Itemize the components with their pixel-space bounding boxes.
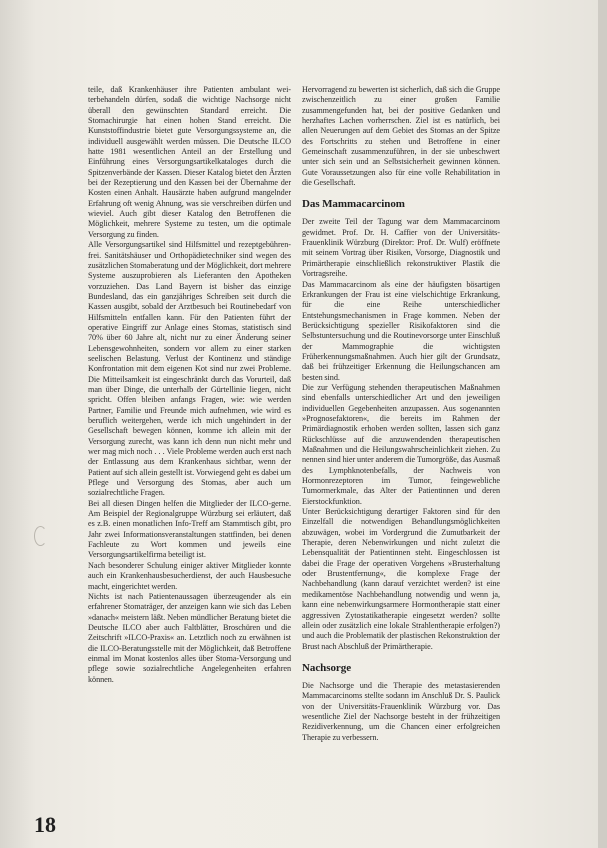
right-paragraph: Der zweite Teil der Tagung war dem Mammacarcinom gewidmet. Prof. Dr. H. Caffier von der Universitäts-Frauenklinik Würzburg (Direktor: Prof. Dr. Wulf) eröffnete mit seinem Vortrag über Risiken, Vorsorge, Diagnostik und Primärtherapie einschließlich rekonstruktiver Plastik die Vortragsreihe. <box>302 217 500 279</box>
left-paragraph: Bei all diesen Dingen helfen die Mitglieder der ILCO-gerne. Am Beispiel der Regionalgruppe Würzburg sei erläutert, daß es z.B. einen monatlichen Info-Treff am Stammtisch gibt, pro Jahr zwei Informationsveranstaltungen stattfinden, bei denen Fachleute zu Wort kommen und jeweils eine Versorgungsartikelfirma beteiligt ist. <box>88 498 291 560</box>
right-paragraph: Das Mammacarcinom als eine der häufigsten bösartigen Erkrankungen der Frau ist eine vielschichtige Erkrankung, für die eine Reihe unterschiedlicher Entstehungsmechanismen in Frage kommen. Neben der Berücksichtigung spezieller Risikofaktoren sind die Selbstuntersuchung und die Routinevorsorge unter Einschluß der Mammographie die wichtigsten Früherkennungsmaßnahmen. Auch hier gilt der Grundsatz, daß bei frühzeitiger Erkennung die Heilungschancen am besten sind. <box>302 279 500 382</box>
left-paragraph: Nach besonderer Schulung einiger aktiver Mitglieder konnte auch ein Krankenhausbesucherdienst, der auch Hausbesuche macht, eingerichtet werden. <box>88 560 291 591</box>
right-column <box>302 85 500 743</box>
right-paragraph: Die zur Verfügung stehenden therapeutischen Maßnahmen sind ebenfalls unterschiedlicher Art und den jeweiligen individuellen Gegebenheiten anzupassen. Aus sogenannten »Prognosefaktoren«, die bereits im Rahmen der Primärdiagnostik erhoben werden sollten, lassen sich ganz Rückschlüsse auf die anzuwendenden therapeutischen Maßnahmen und die Heilungswahrscheinlichkeit ziehen. Zu nennen sind hier unter anderem die Tumorgröße, das Ausmaß des Lymphknotenbefalls, der Nachweis von Hormonrezeptoren im Tumor, feingewebliche Tumormerkmale, das Alter der Patientinnen und deren Eierstockfunktion. <box>302 382 500 506</box>
binding-hole <box>34 526 47 546</box>
section-heading-mammacarcinom: Das Mammacarcinom <box>302 198 405 211</box>
left-paragraph: Alle Versorgungsartikel sind Hilfsmittel und rezeptgebührenfrei. Sanitätshäuser und Orthopädietechniker sind wegen des zusätzlichen Stomaberatung und der Möglichkeit, dort mehrere Systeme auszuprobieren als Lieferanten den Apotheken vorzuziehen. Das Land Bayern ist bisher das einzige Bundesland, das ein ganzjähriges Schreiben seit durch die Kassen ausgibt, sobald der Arztbesuch bei Routinebedarf von Hilfsmitteln entfallen kann. Für den Patienten führt der operative Eingriff zur Anlage eines Stomas, statistisch sind 70% über 60 Jahre alt, nicht nur zu einer Änderung seiner Lebensgewohnheiten, sondern vor allem zu einer starken seelischen Belastung. Verlust der Kontinenz und ständige Konfrontation mit dem eigenen Kot sind nur zwei Probleme. Die Mitteilsamkeit ist eingeschränkt durch das Vorurteil, daß man über Dinge, die unterhalb der Gürtellinie liegen, nicht spricht. Offen bleiben anfangs Fragen, wie: wie werden Partner, Familie und Freunde mich aufnehmen, wie wird es beruflich weitergehen, werde ich mich ungehindert in der Gesellschaft bewegen können, komme ich allein mit der Versorgung zurecht, was kann ich denn nun nicht mehr und wer mag mich noch . . . Viele Probleme werden auch erst nach der Entlassung aus dem Krankenhaus sichtbar, wenn der Patient auf sich allein gestellt ist. Vorwiegend geht es dabei um Pflege und Versorgung des Stomas, aber auch um sozialrechtliche Fragen. <box>88 240 291 498</box>
right-paragraph: Die Nachsorge und die Therapie des metastasierenden Mammacarcinoms stellte sodann im Anschluß Dr. S. Paulick von der Universitäts-Frauenklinik Würzburg vor. Das wesentliche Ziel der Nachsorge besteht in der frühzeitigen Rezidiverkennung, um die Chancen einer erfolgreichen Therapie zu verbessern. <box>302 680 500 742</box>
right-paragraph: Unter Berücksichtigung derartiger Faktoren sind für den Einzelfall die notwendigen Behandlungsmöglichkeiten abzuwägen, wobei im Vordergrund die Zumutbarkeit der Therapie, deren Nebenwirkungen und nicht zuletzt die Lebensqualität der Patientinnen steht. Eingeschlossen ist dabei die Frage der operativen Vorgehens »Brusterhaltung oder Brustentfernung«, die komplexe Frage der Nachbehandlung (kann darauf verzichtet werden? ist eine medikamentöse Nachbehandlung notwendig und wenn ja, kann eine nebenwirkungsarmere Hormontherapie statt einer aggressiven Zytostatikatherapie eingesetzt werden? sollte allein oder zusätzlich eine lokale Strahlentherapie erfolgen?) und auch die Problematik der plastischen Rekonstruktion der Brust nach Abschluß der Primärtherapie. <box>302 507 500 651</box>
adjacent-page-edge <box>598 0 607 848</box>
left-paragraph: teile, daß Krankenhäuser ihre Patienten ambulant wei-terbehandeln dürfen, sodaß die wichtige Nachsorge nicht überall den gewünschten Standard erreicht. Die Stomachirurgie hat einen hohen Stand erreicht. Die Kunststoffindustrie bietet gute Versorgungssysteme an, die individuell ausgewählt werden müssen. Die Deutsche ILCO hatte 1981 wesentlichen Anteil an der Erstellung und Einführung eines Versorgungsartikelkataloges durch die Spitzenverbände der Kassen. Dieser Katalog bietet den Ärzten bei der Rezeptierung und den Kassen bei der Übernahme der Kosten einen Anhalt. Hausärzte haben aufgrund mangelnder Erfahrung oft wenig Ahnung, was sie verschreiben dürfen und wieviel. Auch gibt dieser Katalog den Betroffenen die Möglichkeit, mehrere Systeme zu testen, um die optimale Versorgung zu finden. <box>88 85 291 239</box>
right-intro-paragraph: Hervorragend zu bewerten ist sicherlich, daß sich die Gruppe zwischenzeitlich zu einer großen Familie zusammengefunden hat, bei der positive Gedanken und herzhaftes Lachen vorherrschen. Ziel ist es natürlich, bei allen Neuerungen auf dem Gebiet des Stomas an der Spitze des Fortschritts zu stehen und Betroffene in einer Gemeinschaft zusammenzuführen, in der sie unbeschwert unter sich sein und an Selbstsicherheit gewinnen können. Gute Voraussetzungen also für eine volle Rehabilitation in die Gesellschaft. <box>302 85 500 188</box>
left-column <box>88 85 291 685</box>
left-paragraph: Nichts ist nach Patientenaussagen überzeugender als ein erfahrener Stomaträger, der anzeigen kann wie sich das Leben »danach« meistern läßt. Neben mündlicher Beratung bietet die Deutsche ILCO aber auch Faltblätter, Broschüren und die Zeitschrift »ILCO-Praxis« an. Letztlich noch zu erwähnen ist die ILCO-Beratungsstelle mit der Möglichkeit, daß Betroffene einmal im Monat kostenlos alles über Stoma-Versorgung und pflege sowie sozialrechtliche Angelegenheiten erfahren können. <box>88 591 291 684</box>
section-heading-nachsorge: Nachsorge <box>302 661 352 674</box>
page-number: 18 <box>34 812 56 837</box>
